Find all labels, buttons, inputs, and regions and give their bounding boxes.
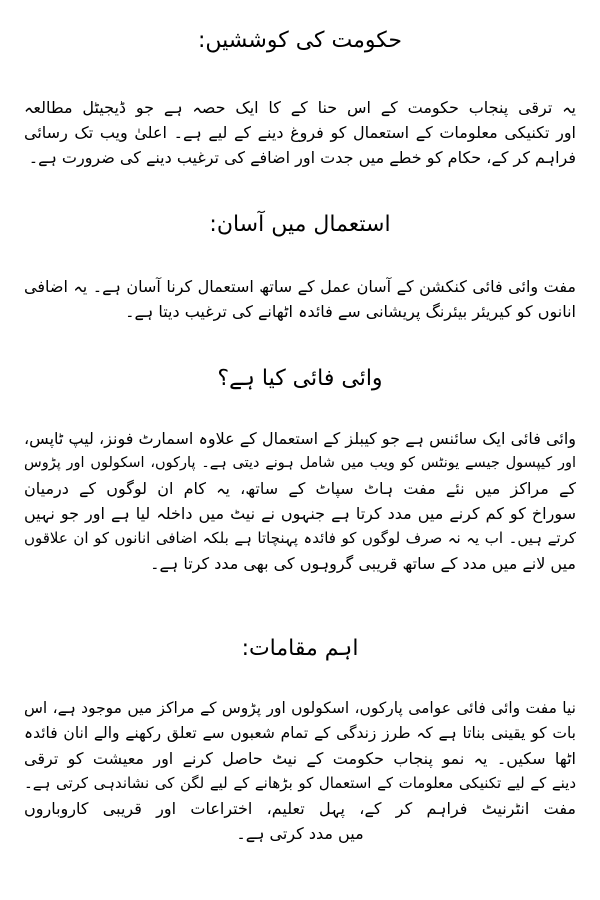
paragraph-line: انانوں کو کیریئر بیئرنگ پریشانی سے فائدہ اٹھانے کی ترغیب دیتا ہے۔ xyxy=(125,302,576,321)
paragraph-line: کے مراکز میں نئے مفت ہاٹ سپاٹ کے ساتھ، یہ کام ان لوگوں کے درمیان xyxy=(24,479,576,498)
paragraph-line: مفت وائی فائی کنکشن کے آسان عمل کے ساتھ استعمال کرنا آسان ہے۔ یہ اضافی xyxy=(24,277,576,296)
section-heading-key-locations: اہم مقامات: xyxy=(241,636,359,661)
paragraph-line: اٹھا سکیں۔ یہ نمو پنجاب حکومت کے نیٹ حاصل کرنے اور معیشت کو ترقی xyxy=(24,749,576,768)
paragraph-line: دینے کے لیے تکنیکی معلومات کے استعمال کو بڑھانے کے لیے لگن کی نشاندہی کرتی ہے۔ xyxy=(24,774,576,792)
paragraph-line: یہ ترقی پنجاب حکومت کے اس حنا کے کا ایک حصہ ہے جو ڈیجیٹل مطالعہ xyxy=(24,98,576,117)
paragraph-line: مفت انٹرنیٹ فراہم کر کے، پہل تعلیم، اختراعات اور قریبی کاروباروں xyxy=(24,799,576,818)
paragraph-line: اور کیپسول جیسے یونٹس کو ویب میں شامل ہونے دیتی ہے۔ پارکوں، اسکولوں اور پڑوس xyxy=(24,455,576,471)
paragraph-key-locations xyxy=(24,696,576,846)
section-heading-easy-to-use: استعمال میں آسان: xyxy=(209,212,391,237)
paragraph-what-is-wifi xyxy=(24,426,576,576)
paragraph-line: میں لانے میں مدد کے ساتھ قریبی گروہوں کی بھی مدد کرتا ہے۔ xyxy=(150,554,576,573)
paragraph-line: نیا مفت وائی فائی عوامی پارکوں، اسکولوں اور پڑوس کے مراکز میں موجود ہے، اس xyxy=(24,699,576,717)
paragraph-government-efforts xyxy=(24,95,576,170)
section-heading-what-is-wifi: وائی فائی کیا ہے؟ xyxy=(217,366,383,391)
paragraph-line: فراہم کر کے، حکام کو خطے میں جدت اور اضافے کی ترغیب دینے کی ضرورت ہے۔ xyxy=(28,148,576,167)
paragraph-line: میں مدد کرتی ہے۔ xyxy=(236,824,364,843)
paragraph-easy-to-use xyxy=(24,274,576,324)
paragraph-line: وائی فائی ایک سائنس ہے جو کیبلز کے استعمال کے علاوہ اسمارٹ فونز، لیپ ٹاپس، xyxy=(24,429,576,448)
paragraph-line: سوراخ کو کم کرنے میں مدد کرتا ہے جنہوں نے نیٹ میں داخلہ لیا ہے اور جو نہیں xyxy=(24,504,576,523)
paragraph-line: اور تکنیکی معلومات کے استعمال کو فروغ دینے کے لیے ہے۔ اعلیٰ ویب تک رسائی xyxy=(24,123,576,142)
paragraph-line: کرتے ہیں۔ اب یہ نہ صرف لوگوں کو فائدہ پہنچاتا ہے بلکہ اضافی انانوں کو ان علاقوں xyxy=(24,529,576,547)
paragraph-line: بات کو یقینی بناتا ہے کہ طرز زندگی کے تمام شعبوں سے تعلق رکھنے والے انان فائدہ xyxy=(24,724,576,742)
section-heading-government-efforts: حکومت کی کوششیں: xyxy=(198,28,402,53)
